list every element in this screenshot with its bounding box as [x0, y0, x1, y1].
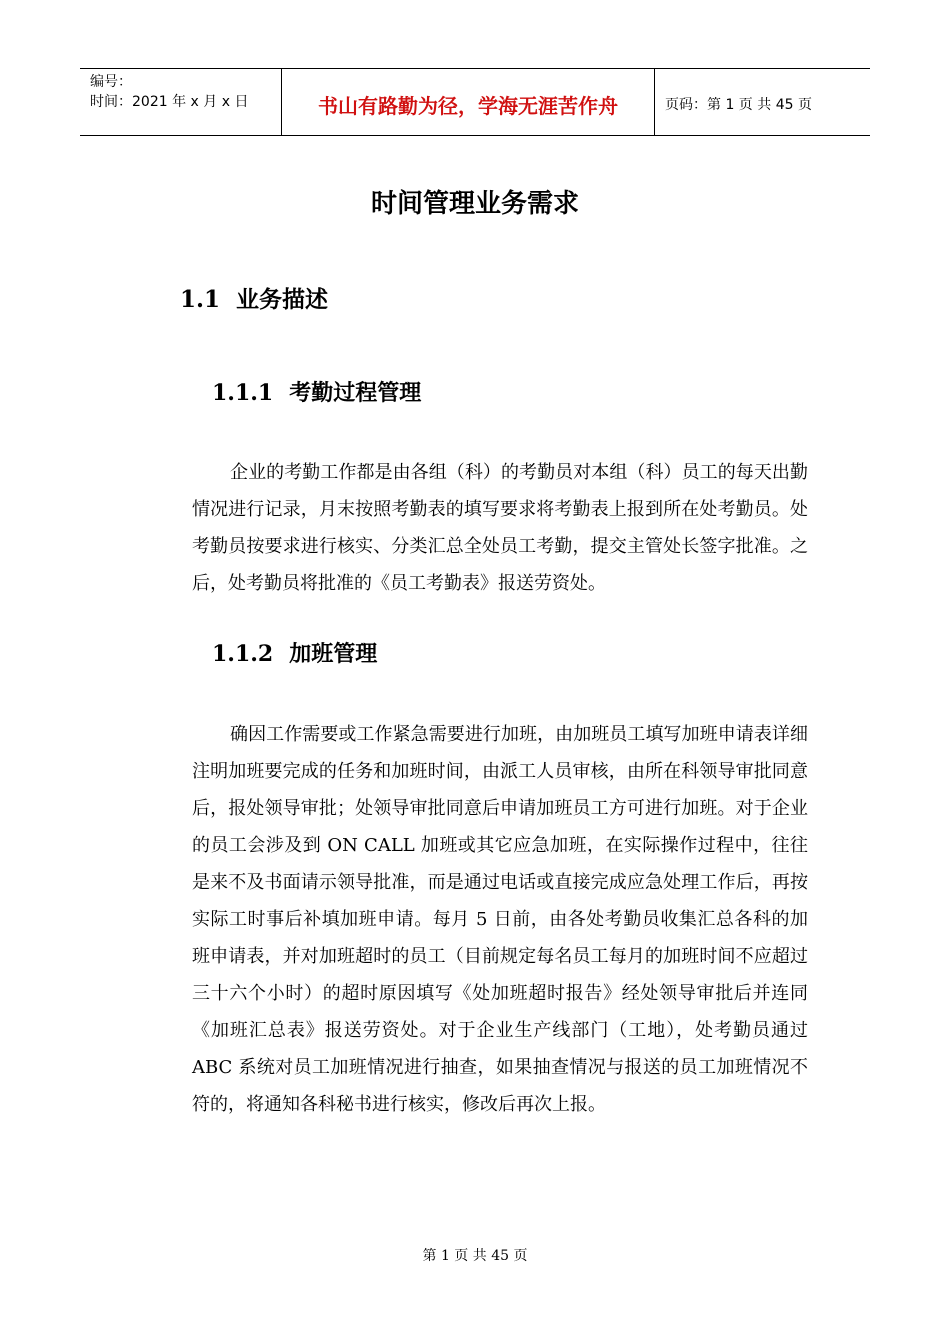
- document-title: 时间管理业务需求: [370, 189, 579, 219]
- section-title: 考勤过程管理: [289, 381, 422, 406]
- header-page-info: 页码：第 1 页 共 45 页: [665, 97, 812, 113]
- header-motto: 书山有路勤为径，学海无涯苦作舟: [282, 69, 655, 135]
- header-meta-cell: [80, 69, 282, 135]
- section-heading-1-1: [180, 280, 328, 320]
- page-header: [80, 68, 870, 136]
- paragraph-overtime: 确因工作需要或工作紧急需要进行加班，由加班员工填写加班申请表详细注明加班要完成的任务和加班时间，由派工人员审核，由所在科领导审批同意后，报处领导审批；处领导审批同意后申请加班员工方可进行加班。对于企业的员工会涉及到 ON CALL 加班或其它应急加班，在实际操作过程中，往往是来不及书面请示领导批准，而是通过电话或直接完成应急处理工作后，再按实际工时事后补填加班申请。每月 5 日前，由各处考勤员收集汇总各科的加班申请表，并对加班超时的员工（目前规定每名员工每月的加班时间不应超过三十六个小时）的超时原因填写《处加班超时报告》经处领导审批后并连同《加班汇总表》报送劳资处。对于企业生产线部门（工地），处考勤员通过 ABC 系统对员工加班情况进行抽查，如果抽查情况与报送的员工加班情况不符的，将通知各科秘书进行核实，修改后再次上报。: [192, 724, 808, 1115]
- header-time-label: 时间：2021 年 x 月 x 日: [90, 94, 249, 110]
- header-number-label: 编号：: [90, 74, 132, 90]
- section-number: 1.1.1: [212, 380, 274, 406]
- section-heading-1-1-2: [212, 636, 377, 673]
- paragraph-attendance: 企业的考勤工作都是由各组（科）的考勤员对本组（科）员工的每天出勤情况进行记录，月末按照考勤表的填写要求将考勤表上报到所在处考勤员。处考勤员按要求进行核实、分类汇总全处员工考勤，提交主管处长签字批准。之后，处考勤员将批准的《员工考勤表》报送劳资处。: [192, 462, 808, 594]
- section-heading-1-1-1: [212, 375, 421, 412]
- section-title: 业务描述: [236, 287, 329, 313]
- section-number: 1.1.2: [212, 641, 274, 667]
- section-title: 加班管理: [289, 642, 378, 667]
- page-footer: 第 1 页 共 45 页: [422, 1248, 528, 1264]
- section-number: 1.1: [180, 286, 221, 313]
